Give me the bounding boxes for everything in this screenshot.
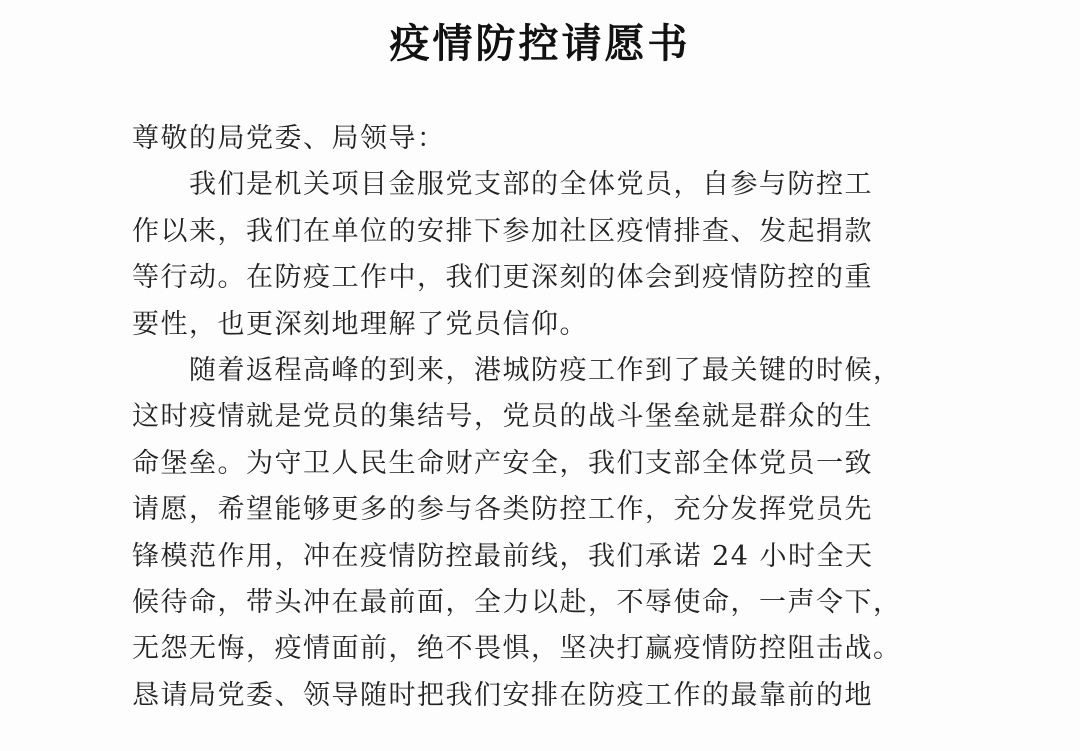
body-line: 恳请局党委、领导随时把我们安排在防疫工作的最靠前的地: [132, 679, 873, 711]
body-line: 命堡垒。为守卫人民生命财产安全，我们支部全体党员一致: [132, 447, 873, 479]
body-line: 候待命，带头冲在最前面，全力以赴，不辱使命，一声令下，: [132, 586, 902, 618]
body-line: 请愿，希望能够更多的参与各类防控工作，充分发挥党员先: [132, 494, 873, 526]
body-line: 等行动。在防疫工作中，我们更深刻的体会到疫情防控的重: [132, 262, 873, 294]
body-line: 这时疫情就是党员的集结号，党员的战斗堡垒就是群众的生: [132, 401, 873, 433]
document-title: 疫情防控请愿书: [389, 20, 691, 67]
body-line: 我们是机关项目金服党支部的全体党员，自参与防控工: [132, 169, 873, 201]
body-line: 随着返程高峰的到来，港城防疫工作到了最关键的时候，: [132, 354, 902, 386]
body-line: 作以来，我们在单位的安排下参加社区疫情排查、发起捐款: [132, 215, 873, 247]
body-line: 锋模范作用，冲在疫情防控最前线，我们承诺 24 小时全天: [132, 540, 874, 572]
body-line: 要性，也更深刻地理解了党员信仰。: [132, 308, 588, 340]
salutation: 尊敬的局党委、局领导：: [132, 123, 446, 154]
body-line: 无怨无悔，疫情面前，绝不畏惧，坚决打赢疫情防控阻击战。: [132, 633, 902, 665]
document-body: [132, 116, 932, 719]
